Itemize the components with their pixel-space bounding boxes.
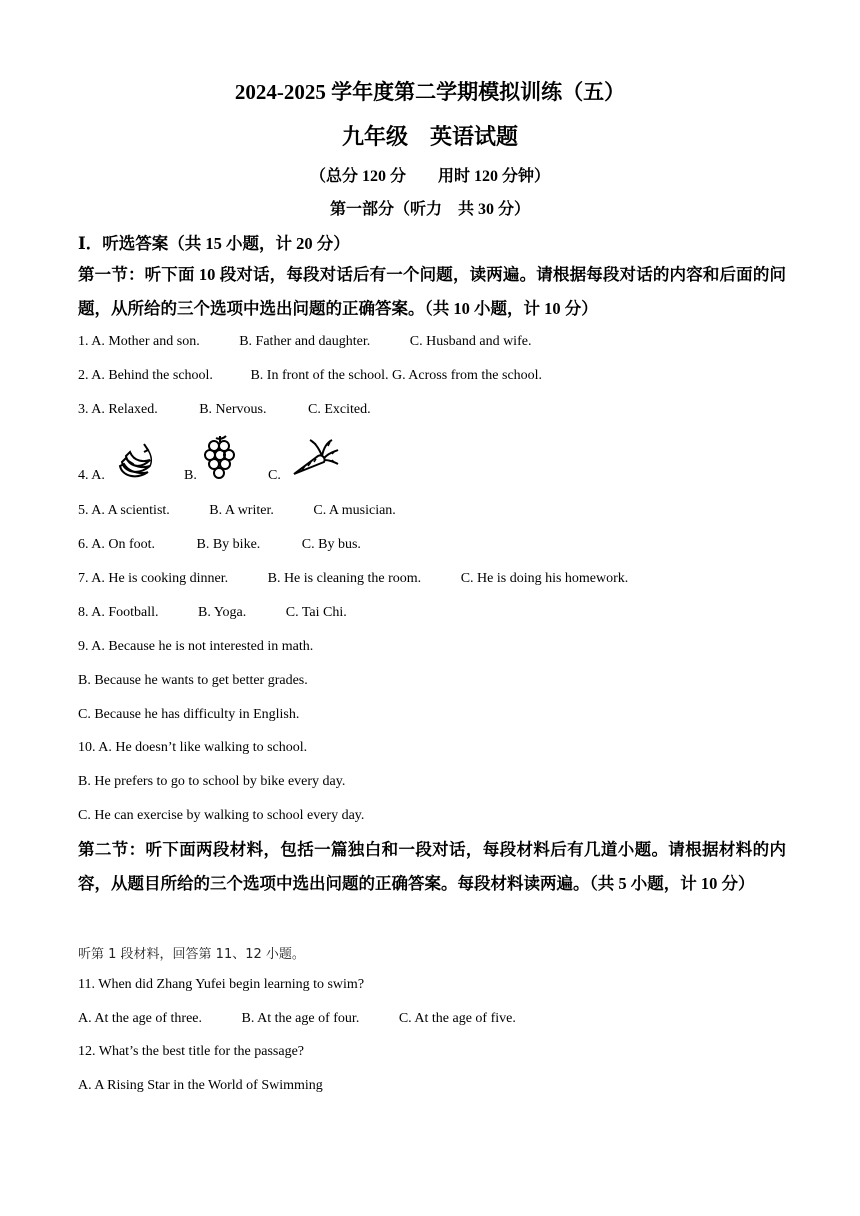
- part-one-heading: 第一部分（听力 共 30 分）: [329, 201, 530, 218]
- question-12-stem: 12. What’s the best title for the passage?: [78, 1044, 305, 1059]
- score-info: （总分 120 分 用时 120 分钟）: [309, 168, 550, 185]
- option-c: C. Excited.: [308, 402, 371, 417]
- option-a: 8. A. Football.: [78, 605, 159, 620]
- option-b: B. Nervous.: [199, 402, 267, 417]
- question-7: [78, 571, 628, 587]
- question-5: [78, 503, 396, 519]
- exam-subtitle: 九年级 英语试题: [341, 124, 518, 149]
- option-c: C. At the age of five.: [398, 1011, 516, 1026]
- question-1: [78, 334, 531, 350]
- option-c: C.: [268, 468, 281, 483]
- option-c: C. Husband and wife.: [409, 334, 532, 349]
- question-6: [78, 537, 361, 553]
- question-3: [78, 402, 371, 418]
- exam-title: 2024-2025 学年度第二学期模拟训练（五）: [234, 80, 626, 104]
- option-b: B. By bike.: [196, 537, 261, 552]
- option-b-c: B. In front of the school. G. Across from the school.: [250, 368, 543, 383]
- bananas-icon: [114, 436, 156, 482]
- option-a: 5. A. A scientist.: [78, 503, 170, 518]
- option-a: 3. A. Relaxed.: [78, 402, 158, 417]
- question-12-option-a: A. A Rising Star in the World of Swimming: [78, 1078, 323, 1093]
- grapes-icon: [202, 434, 238, 482]
- question-10-option-c: C. He can exercise by walking to school every day.: [78, 808, 365, 823]
- option-b: B.: [184, 468, 197, 483]
- question-10-option-b: B. He prefers to go to school by bike every day.: [78, 774, 346, 789]
- question-9-option-a: 9. A. Because he is not interested in math.: [78, 639, 314, 654]
- carrot-icon: [288, 438, 340, 478]
- question-2: [78, 368, 542, 384]
- question-9-option-b: B. Because he wants to get better grades.: [78, 673, 308, 688]
- option-a: 7. A. He is cooking dinner.: [78, 571, 229, 586]
- option-a: 1. A. Mother and son.: [78, 334, 200, 349]
- question-9-option-c: C. Because he has difficulty in English.: [78, 707, 300, 722]
- question-8: [78, 605, 347, 621]
- part-one-instructions: 第一节：听下面 10 段对话，每段对话后有一个问题，读两遍。请根据每段对话的内容和后面的问题，从所给的三个选项中选出问题的正确答案。（共 10 小题，计 10 分）: [78, 265, 786, 318]
- material-1-heading: 听第 1 段材料，回答第 11、12 小题。: [78, 947, 305, 962]
- question-10-option-a: 10. A. He doesn’t like walking to school.: [78, 740, 308, 755]
- option-a: 2. A. Behind the school.: [78, 368, 213, 383]
- option-b: B. At the age of four.: [241, 1011, 360, 1026]
- option-c: C. A musician.: [313, 503, 396, 518]
- option-a: A. At the age of three.: [78, 1011, 203, 1026]
- option-a: 4. A.: [78, 468, 105, 483]
- option-b: B. Yoga.: [198, 605, 247, 620]
- option-c: C. He is doing his homework.: [460, 571, 629, 586]
- question-11-stem: 11. When did Zhang Yufei begin learning to swim?: [78, 977, 365, 992]
- option-a: 6. A. On foot.: [78, 537, 155, 552]
- section-one-heading: Ⅰ．听选答案（共 15 小题，计 20 分）: [78, 234, 350, 253]
- part-two-instructions: 第二节：听下面两段材料，包括一篇独白和一段对话，每段材料后有几道小题。请根据材料的内容，从题目所给的三个选项中选出问题的正确答案。每段材料读两遍。（共 5 小题，计 10 分）: [78, 840, 786, 893]
- question-11: [78, 1011, 516, 1027]
- option-c: C. Tai Chi.: [285, 605, 347, 620]
- option-b: B. A writer.: [209, 503, 274, 518]
- option-b: B. He is cleaning the room.: [267, 571, 422, 586]
- option-b: B. Father and daughter.: [239, 334, 371, 349]
- option-c: C. By bus.: [301, 537, 361, 552]
